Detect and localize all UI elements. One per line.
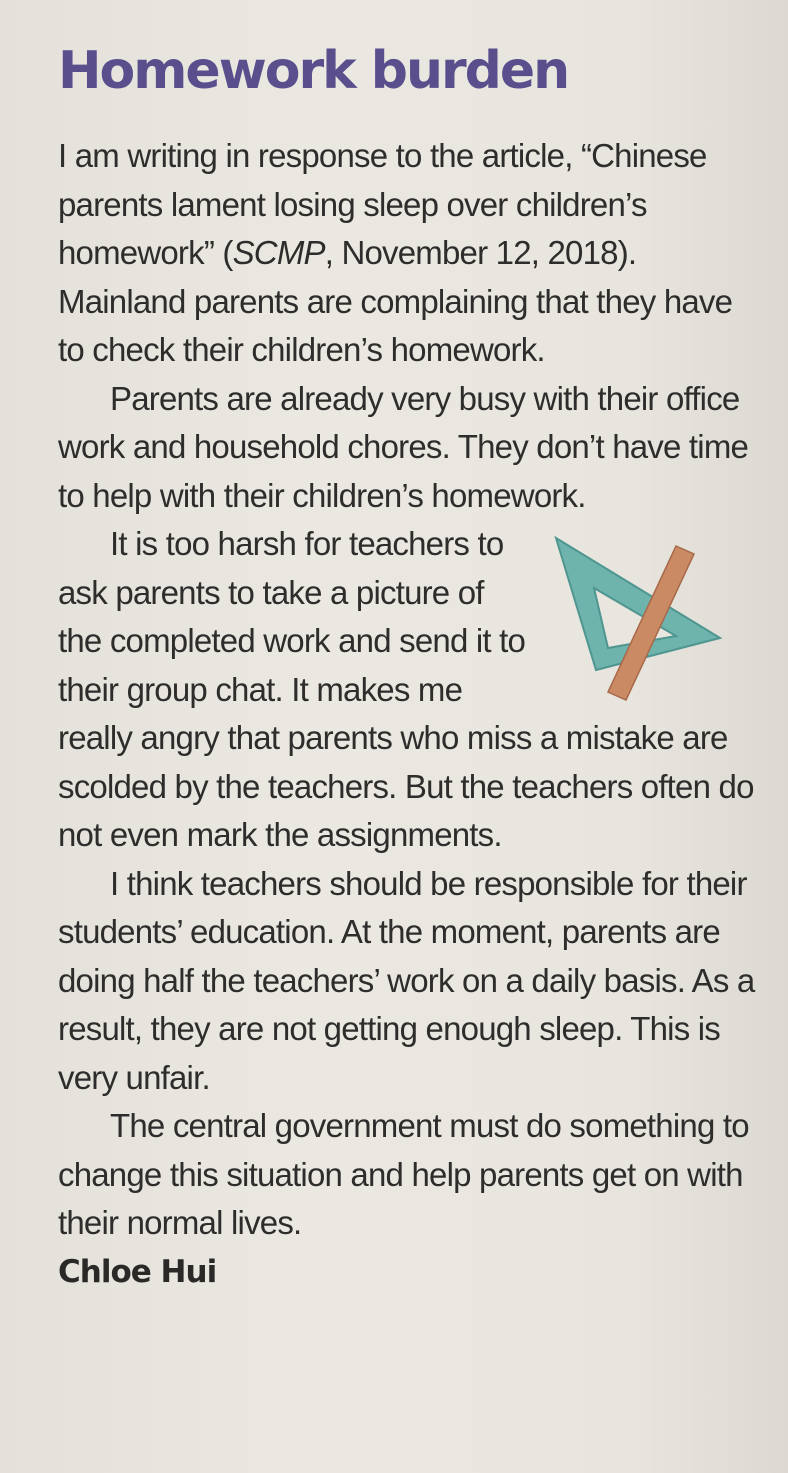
set-square-and-ruler-icon bbox=[548, 530, 738, 705]
headline: Homework burden bbox=[58, 41, 569, 101]
paragraph-4: I think teachers should be responsible for their students’ education. At the moment, parents are doing half the teachers’ work on a daily basis. As a result, they are not getting enough sleep. This is very unfair. bbox=[58, 864, 755, 1096]
publication-name: SCMP bbox=[232, 234, 325, 271]
letter-body bbox=[58, 132, 758, 1248]
letter-article bbox=[58, 36, 758, 1296]
paragraph-5: The central government must do something to change this situation and help parents get on with their normal lives. bbox=[58, 1107, 749, 1241]
paragraph-1-text-b: , November 12, 2018). Mainland parents are complaining that they have to check their children’s homework. bbox=[58, 234, 733, 368]
paragraph-1-text-a: I am writing in response to the article, “Chinese parents lament losing sleep over children’s homework” ( bbox=[58, 137, 707, 271]
paragraph-1 bbox=[58, 132, 758, 375]
author-signature: Chloe Hui bbox=[58, 1253, 217, 1290]
paragraph-2: Parents are already very busy with their office work and household chores. They don’t have time to help with their children’s homework. bbox=[58, 379, 749, 514]
paragraph-3: It is too harsh for teachers to ask parents to take a picture of the completed work and send it to their group chat. It makes me really angry that parents who miss a mistake are scolded by the teachers. But the teachers often do not even mark the assignments. bbox=[58, 525, 754, 853]
